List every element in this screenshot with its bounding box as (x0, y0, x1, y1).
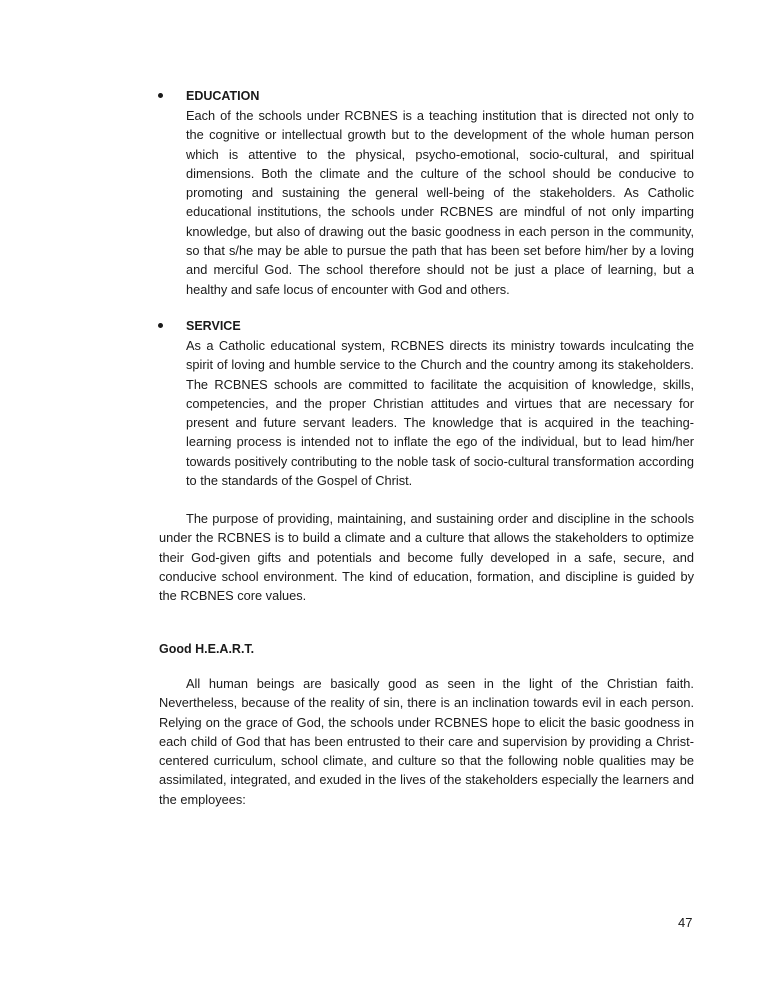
section-heading: SERVICE (186, 319, 241, 333)
heart-heading: Good H.E.A.R.T. (159, 642, 255, 656)
section-heading: EDUCATION (186, 89, 260, 103)
bullet-icon (158, 323, 163, 328)
section-body: Each of the schools under RCBNES is a teaching institution that is directed not only to the cognitive or intellectual growth but to the development of the whole human person which is attentive to the physical, psycho-emotional, socio-cultural, and spiritual dimensions. Both the climate and the culture of the school should be conducive to promoting and sustaining the general well-being of the stakeholders. As Catholic educational institutions, the schools under RCBNES are mindful of not only imparting knowledge, but also of drawing out the basic goodness in each person in the community, so that s/he may be able to pursue the path that has been set before him/her by a loving and merciful God. The school therefore should not be just a place of learning, but a healthy and safe locus of encounter with God and others. (186, 108, 694, 297)
section-body: As a Catholic educational system, RCBNES directs its ministry towards inculcating the spirit of loving and humble service to the Church and the country among its stakeholders. The RCBNES schools are committed to facilitate the acquisition of knowledge, skills, competencies, and the proper Christian attitudes and virtues that are necessary for present and future servant leaders. The knowledge that is acquired in the teaching-learning process is intended not to inflate the ego of the individual, but to lead him/her towards positively contributing to the noble task of socio-cultural transformation according to the standards of the Gospel of Christ. (186, 338, 694, 489)
heart-paragraph: All human beings are basically good as seen in the light of the Christian faith. Nevertheless, because of the reality of sin, there is an inclination towards evil in each person. Relying on the grace of God, the schools under RCBNES hope to elicit the basic goodness in each child of God that has been entrusted to their care and supervision by providing a Christ-centered curriculum, school climate, and culture so that the following noble qualities may be assimilated, integrated, and exuded in the lives of the stakeholders especially the learners and the employees: (159, 676, 694, 807)
page-number: 47 (678, 915, 693, 930)
purpose-paragraph: The purpose of providing, maintaining, and sustaining order and discipline in the schools under the RCBNES is to build a climate and a culture that allows the stakeholders to optimize their God-given gifts and potentials and become fully developed in a safe, secure, and conducive school environment. The kind of education, formation, and discipline is guided by the RCBNES core values. (159, 511, 694, 604)
bullet-icon (158, 93, 163, 98)
